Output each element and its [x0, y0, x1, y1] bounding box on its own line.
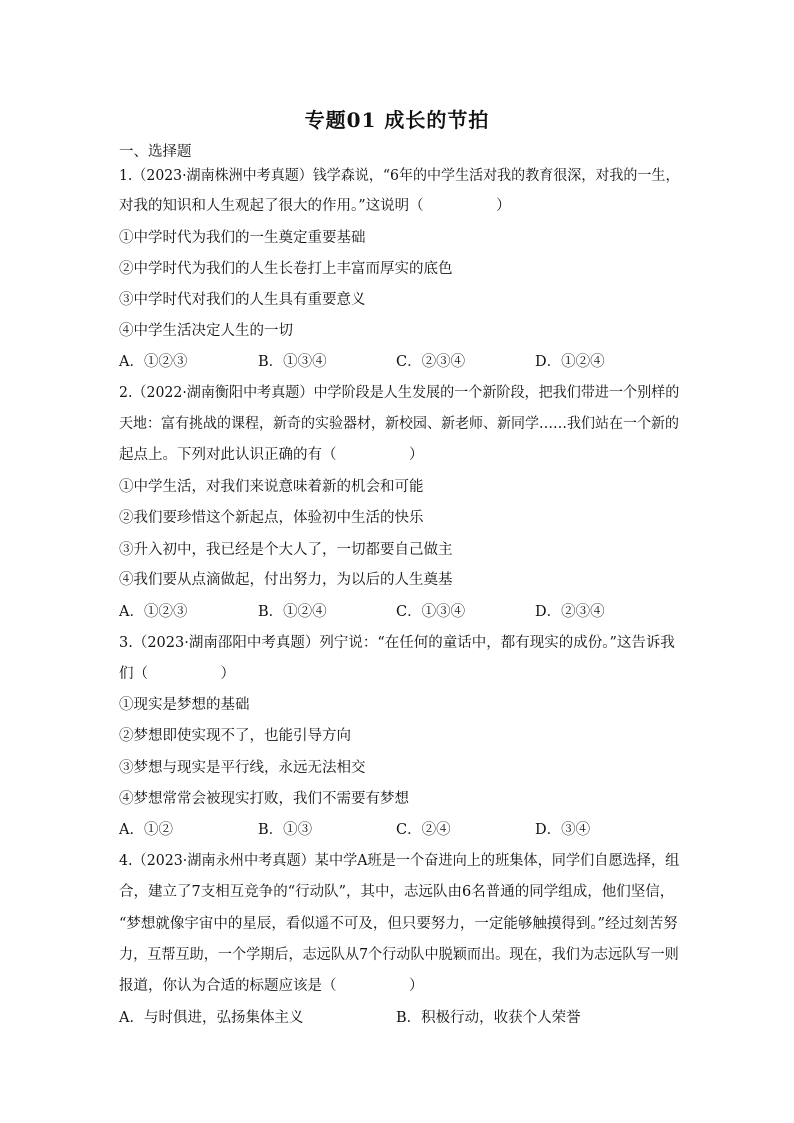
- question-2-statement-2: ②我们要珍惜这个新起点，体验初中生活的快乐: [119, 510, 424, 526]
- question-2-options: [119, 602, 699, 622]
- question-2-option-a: A．①②③: [119, 604, 188, 620]
- question-2-option-b: B．①②④: [258, 604, 327, 620]
- question-1-option-a: A．①②③: [119, 354, 188, 370]
- question-3-option-b: B．①③: [258, 822, 313, 838]
- question-2-statement-1: ①中学生活，对我们来说意味着新的机会和可能: [119, 479, 424, 495]
- question-2-option-c: C．①③④: [396, 604, 466, 620]
- question-3-option-c: C．②④: [396, 822, 451, 838]
- question-3-statement-4: ④梦想常常会被现实打败，我们不需要有梦想: [119, 791, 409, 807]
- question-1-option-c: C．②③④: [396, 354, 466, 370]
- question-1-statement-2: ②中学时代为我们的人生长卷打上丰富而厚实的底色: [119, 261, 453, 277]
- question-4-stem-line-5: 报道，你认为合适的标题应该是（ ）: [119, 978, 424, 994]
- question-3-stem-line-2: 们（ ）: [119, 666, 235, 682]
- question-2-stem-line-1: 2.（2022·湖南衡阳中考真题）中学阶段是人生发展的一个新阶段，把我们带进一个别样的: [119, 385, 680, 401]
- question-4-stem-line-4: 力，互帮互助，一个学期后，志远队从7个行动队中脱颖而出。现在，我们为志远队写一则: [119, 947, 679, 963]
- question-3-statement-2: ②梦想即使实现不了，也能引导方向: [119, 728, 351, 744]
- question-1-option-d: D．①②④: [535, 354, 605, 370]
- question-4-stem-line-2: 合，建立了7支相互竞争的“行动队”，其中，志远队由6名普通的同学组成，他们坚信，: [119, 884, 675, 900]
- question-2-option-d: D．②③④: [535, 604, 605, 620]
- question-2-stem-line-2: 天地：富有挑战的课程，新奇的实验器材，新校园、新老师、新同学……我们站在一个新的: [119, 416, 679, 432]
- question-2-statement-4: ④我们要从点滴做起，付出努力，为以后的人生奠基: [119, 572, 453, 588]
- question-3-options: [119, 820, 699, 840]
- question-2-statement-3: ③升入初中，我已经是个大人了，一切都要自己做主: [119, 542, 453, 558]
- question-1-options: [119, 352, 699, 372]
- question-4-option-b: B．积极行动，收获个人荣誉: [396, 1010, 581, 1026]
- question-1-stem-line-1: 1.（2023·湖南株洲中考真题）钱学森说，“6年的中学生活对我的教育很深，对我的一生，: [119, 168, 680, 184]
- question-3-statement-3: ③梦想与现实是平行线，永远无法相交: [119, 760, 366, 776]
- question-4-option-a: A．与时俱进，弘扬集体主义: [119, 1010, 304, 1026]
- question-1-option-b: B．①③④: [258, 354, 327, 370]
- section-heading: 一、选择题: [119, 144, 192, 160]
- page-title: 专题01 成长的节拍: [304, 108, 490, 132]
- question-4-options: [119, 1008, 699, 1028]
- question-1-statement-1: ①中学时代为我们的一生奠定重要基础: [119, 230, 366, 246]
- question-2-stem-line-3: 起点上。下列对此认识正确的有（ ）: [119, 447, 424, 463]
- question-4-stem-line-3: “梦想就像宇宙中的星辰，看似遥不可及，但只要努力，一定能够触摸得到。”经过刻苦努: [119, 916, 678, 932]
- question-1-statement-3: ③中学时代对我们的人生具有重要意义: [119, 292, 366, 308]
- question-3-option-a: A．①②: [119, 822, 173, 838]
- question-1-statement-4: ④中学生活决定人生的一切: [119, 323, 293, 339]
- question-4-stem-line-1: 4.（2023·湖南永州中考真题）某中学A班是一个奋进向上的班集体，同学们自愿选择，组: [119, 853, 680, 869]
- question-3-option-d: D．③④: [535, 822, 591, 838]
- question-3-stem-line-1: 3.（2023·湖南邵阳中考真题）列宁说：“在任何的童话中，都有现实的成份。”这告诉我: [119, 635, 675, 651]
- question-3-statement-1: ①现实是梦想的基础: [119, 697, 250, 713]
- question-1-stem-line-2: 对我的知识和人生观起了很大的作用。”这说明（ ）: [119, 198, 511, 214]
